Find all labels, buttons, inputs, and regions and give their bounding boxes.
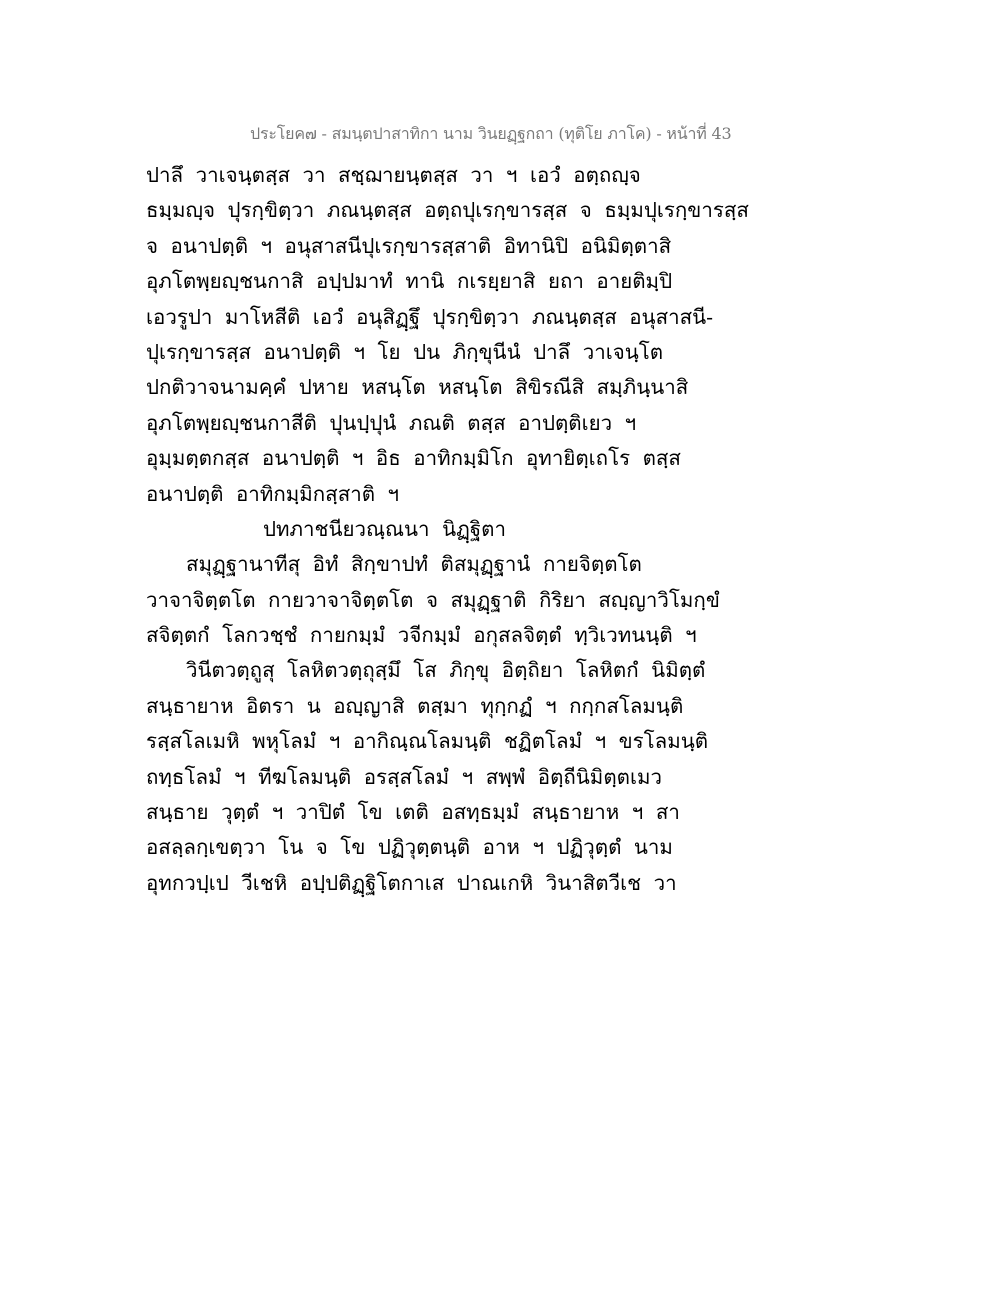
text-line: อสลฺลกฺเขตฺวา โน จ โข ปฏิวุตฺตนฺติ อาห ฯ ปฏิวุตฺตํ นาม	[146, 835, 673, 860]
text-line: สนฺธาย วุตฺตํ ฯ วาปิตํ โข เตติ อสทฺธมฺมํ สนฺธายาห ฯ สา	[146, 800, 680, 825]
text-line: ปุเรกฺขารสฺส อนาปตฺติ ฯ โย ปน ภิกฺขุนีนํ ปาลึ วาเจนฺโต	[146, 339, 664, 364]
running-header: ประโยค๗ - สมนฺตปาสาทิกา นาม วินยฏฺฐกถา (ทุติโย ภาโค) - หน้าที่ 43	[250, 124, 732, 143]
text-line: เอวรูปา มาโหสีติ เอวํ อนุสิฏฺฐึ ปุรกฺขิตฺวา ภณนฺตสฺส อนุสาสนี-	[146, 304, 714, 329]
text-line: อุภโตพฺยญฺชนกาสิ อปฺปมาทํ ทานิ กเรยฺยาสิ ยถา อายติมฺปิ	[146, 269, 673, 294]
section-heading: ปทภาชนียวณฺณนา นิฏฺฐิตา	[263, 516, 506, 541]
body-text	[146, 158, 749, 901]
text-line: ธมฺมญฺจ ปุรกฺขิตฺวา ภณนฺตสฺส อตฺถปุเรกฺขารสฺส จ ธมฺมปุเรกฺขารสฺส	[146, 198, 749, 223]
text-line: อุภโตพฺยญฺชนกาสีติ ปุนปฺปุนํ ภณติ ตสฺส อาปตฺติเยว ฯ	[146, 410, 637, 435]
text-line: อนาปตฺติ อาทิกมฺมิกสฺสาติ ฯ	[146, 481, 400, 506]
paragraph-start-line: สมุฏฺฐานาทีสุ อิทํ สิกฺขาปทํ ติสมุฏฺฐานํ กายจิตฺตโต	[186, 552, 642, 577]
text-line: ถทฺธโลมํ ฯ ทีฆโลมนฺติ อรสฺสโลมํ ฯ สพฺพํ อิตฺถีนิมิตฺตเมว	[146, 764, 662, 789]
text-line: อุมฺมตฺตกสฺส อนาปตฺติ ฯ อิธ อาทิกมฺมิโก อุทายิตฺเถโร ตสฺส	[146, 446, 681, 471]
text-line: จ อนาปตฺติ ฯ อนุสาสนีปุเรกฺขารสฺสาติ อิทานิปิ อนิมิตฺตาสิ	[146, 233, 672, 258]
text-line: สนฺธายาห อิตรา น อญฺญาสิ ตสฺมา ทุกฺกฏํ ฯ กกฺกสโลมนฺติ	[146, 693, 684, 718]
text-line: รสฺสโลเมหิ พหุโลมํ ฯ อากิณฺณโลมนฺติ ชฏิตโลมํ ฯ ขรโลมนฺติ	[146, 729, 709, 754]
text-line: อุทกวปฺเป วีเชหิ อปฺปติฏฺฐิโตกาเส ปาณเกหิ วินาสิตวีเช วา	[146, 870, 677, 895]
text-line: วาจาจิตฺตโต กายวาจาจิตฺตโต จ สมุฏฺฐาติ กิริยา สญฺญาวิโมกฺขํ	[146, 587, 720, 612]
text-line: ปาลึ วาเจนฺตสฺส วา สชฺฌายนฺตสฺส วา ฯ เอวํ อตฺถญฺจ	[146, 163, 641, 187]
paragraph-start-line: วินีตวตฺถูสุ โลหิตวตฺถุสฺมึ โส ภิกฺขุ อิตฺถิยา โลหิตกํ นิมิตฺตํ	[186, 658, 706, 683]
text-line: สจิตฺตกํ โลกวชฺชํ กายกมฺมํ วจีกมฺมํ อกุสลจิตฺตํ ทฺวิเวทนนฺติ ฯ	[146, 623, 697, 648]
text-line: ปกติวาจนามคฺคํ ปหาย หสนฺโต หสนฺโต สิขิรณีสิ สมฺภินฺนาสิ	[146, 375, 689, 400]
